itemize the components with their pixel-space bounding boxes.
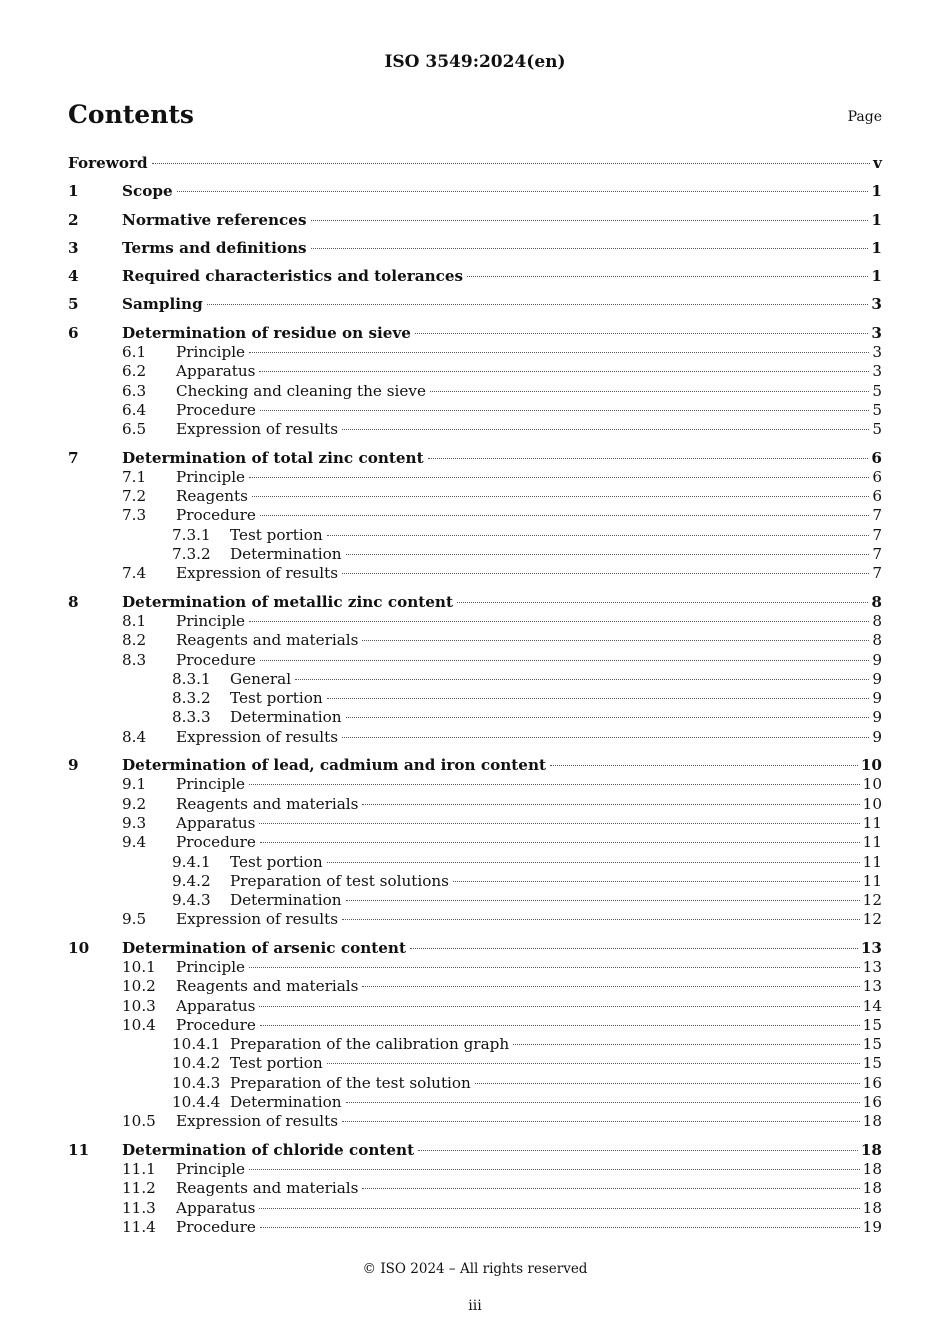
- toc-entry-title: Checking and cleaning the sieve: [176, 381, 426, 400]
- toc-entry-title: Apparatus: [176, 362, 256, 381]
- toc-entry-number: 6.5: [122, 420, 147, 439]
- toc-entry-page: 5: [872, 381, 882, 400]
- toc-entry-title: Apparatus: [176, 1198, 256, 1217]
- toc-entry[interactable]: [68, 958, 882, 977]
- table-of-contents: [68, 154, 882, 1237]
- toc-entry-title: Principle: [176, 957, 246, 976]
- toc-entry-number: 8.3.2: [172, 689, 211, 708]
- toc-entry-page: 1: [871, 267, 882, 286]
- toc-dot-leader: [260, 1227, 860, 1228]
- toc-entry-number: 7.2: [122, 487, 147, 506]
- toc-entry[interactable]: [68, 343, 882, 362]
- toc-entry-page: 9: [872, 669, 882, 688]
- toc-entry[interactable]: [68, 775, 882, 794]
- contents-title: Contents: [68, 100, 195, 129]
- toc-dot-leader: [295, 679, 869, 680]
- toc-dot-leader: [311, 248, 869, 249]
- toc-entry-title: Preparation of test solutions: [230, 871, 449, 890]
- toc-dot-leader: [362, 804, 859, 805]
- toc-entry-page: 16: [862, 1073, 882, 1092]
- toc-entry-number: 10.3: [122, 996, 156, 1015]
- toc-entry-number: 7.1: [122, 467, 147, 486]
- toc-entry[interactable]: [68, 182, 882, 201]
- toc-entry-number: 9.1: [122, 775, 147, 794]
- toc-entry[interactable]: [68, 295, 882, 314]
- toc-entry-page: 11: [862, 852, 882, 871]
- toc-entry[interactable]: [68, 1218, 882, 1237]
- toc-entry[interactable]: [68, 593, 882, 612]
- toc-dot-leader: [428, 458, 869, 459]
- toc-entry-title: Preparation of the test solution: [230, 1073, 471, 1092]
- toc-entry-title: Determination of residue on sieve: [122, 323, 411, 342]
- toc-entry-title: Expression of results: [176, 420, 338, 439]
- toc-entry-page: 7: [872, 506, 882, 525]
- toc-dot-leader: [362, 986, 859, 987]
- toc-entry-page: 3: [871, 295, 882, 314]
- toc-entry-number: 1: [68, 182, 79, 201]
- page-number: iii: [468, 1298, 482, 1314]
- toc-entry[interactable]: [68, 1112, 882, 1131]
- toc-entry-title: Procedure: [176, 1015, 256, 1034]
- toc-entry-title: Required characteristics and tolerances: [122, 267, 464, 286]
- toc-entry-title: Test portion: [230, 689, 323, 708]
- toc-entry[interactable]: [68, 506, 882, 525]
- toc-entry-page: 9: [872, 650, 882, 669]
- toc-entry-page: 18: [862, 1159, 882, 1178]
- toc-dot-leader: [430, 391, 869, 392]
- toc-entry-page: 11: [862, 833, 882, 852]
- toc-entry-title: Procedure: [176, 650, 256, 669]
- toc-entry[interactable]: [68, 1179, 882, 1198]
- toc-dot-leader: [259, 1006, 859, 1007]
- toc-entry-number: 6.2: [122, 362, 147, 381]
- toc-entry-page: 7: [872, 545, 882, 564]
- toc-entry-number: 10.5: [122, 1112, 156, 1131]
- toc-dot-leader: [342, 919, 860, 920]
- toc-entry-title: Expression of results: [176, 910, 338, 929]
- toc-entry[interactable]: [68, 1160, 882, 1179]
- document-header: ISO 3549:2024(en): [384, 52, 566, 72]
- toc-entry-number: 9.4.2: [172, 871, 211, 890]
- toc-entry-title: Preparation of the calibration graph: [230, 1035, 510, 1054]
- toc-entry[interactable]: [68, 795, 882, 814]
- toc-entry-page: 19: [862, 1217, 882, 1236]
- toc-entry[interactable]: [68, 939, 882, 958]
- toc-dot-leader: [467, 276, 868, 277]
- toc-entry-title: Expression of results: [176, 564, 338, 583]
- toc-dot-leader: [260, 1025, 860, 1026]
- toc-entry-page: 18: [862, 1198, 882, 1217]
- toc-entry-page: 8: [872, 611, 882, 630]
- toc-dot-leader: [249, 967, 860, 968]
- toc-entry-title: Principle: [176, 1159, 246, 1178]
- toc-entry-title: Principle: [176, 467, 246, 486]
- toc-entry[interactable]: [68, 1016, 882, 1035]
- toc-entry-page: 15: [862, 1015, 882, 1034]
- toc-entry-number: 9.4.1: [172, 852, 211, 871]
- toc-dot-leader: [346, 900, 860, 901]
- toc-dot-leader: [346, 554, 870, 555]
- copyright-footer: © ISO 2024 – All rights reserved: [362, 1261, 588, 1277]
- toc-entry-title: Sampling: [122, 295, 203, 314]
- toc-dot-leader: [311, 220, 869, 221]
- toc-entry[interactable]: [68, 239, 882, 258]
- toc-entry-title: Determination: [230, 1093, 342, 1112]
- toc-entry-number: 10.1: [122, 957, 156, 976]
- toc-entry-number: 8.3.1: [172, 669, 211, 688]
- toc-entry[interactable]: [68, 833, 882, 852]
- toc-entry-page: 8: [871, 592, 882, 611]
- toc-dot-leader: [418, 1150, 858, 1151]
- toc-dot-leader: [513, 1044, 860, 1045]
- toc-entry-number: 9.3: [122, 813, 147, 832]
- toc-entry-title: Expression of results: [176, 727, 338, 746]
- toc-dot-leader: [259, 823, 859, 824]
- toc-entry-page: 11: [862, 871, 882, 890]
- toc-entry-number: 11.1: [122, 1159, 156, 1178]
- toc-dot-leader: [346, 717, 870, 718]
- toc-entry-page: v: [873, 154, 882, 172]
- toc-entry[interactable]: [68, 382, 882, 401]
- toc-dot-leader: [327, 1063, 860, 1064]
- toc-entry-page: 3: [871, 323, 882, 342]
- toc-entry-title: Terms and definitions: [122, 238, 307, 257]
- toc-entry-number: 7: [68, 448, 79, 467]
- toc-dot-leader: [346, 1102, 860, 1103]
- toc-entry-number: 8.1: [122, 611, 147, 630]
- toc-dot-leader: [249, 621, 869, 622]
- toc-dot-leader: [410, 948, 858, 949]
- toc-entry-page: 7: [872, 564, 882, 583]
- toc-entry-number: 9.2: [122, 794, 147, 813]
- toc-entry[interactable]: [68, 977, 882, 996]
- toc-dot-leader: [260, 842, 860, 843]
- toc-entry[interactable]: [68, 689, 882, 708]
- toc-entry-title: Determination of metallic zinc content: [122, 592, 453, 611]
- toc-entry-number: 8.4: [122, 727, 147, 746]
- toc-entry-number: 9: [68, 756, 79, 775]
- toc-dot-leader: [260, 515, 869, 516]
- toc-dot-leader: [415, 333, 868, 334]
- toc-entry-number: 11.3: [122, 1198, 156, 1217]
- toc-entry-number: 8.2: [122, 631, 147, 650]
- toc-entry-title: Reagents and materials: [176, 1179, 359, 1198]
- toc-entry-number: 11: [68, 1140, 90, 1159]
- toc-entry[interactable]: [68, 612, 882, 631]
- toc-dot-leader: [362, 640, 869, 641]
- toc-entry[interactable]: [68, 814, 882, 833]
- toc-dot-leader: [327, 535, 870, 536]
- toc-entry-page: 15: [862, 1035, 882, 1054]
- toc-dot-leader: [152, 163, 871, 164]
- toc-entry-title: Determination: [230, 891, 342, 910]
- toc-entry[interactable]: [68, 526, 882, 545]
- toc-dot-leader: [342, 1121, 860, 1122]
- toc-entry[interactable]: [68, 468, 882, 487]
- toc-entry[interactable]: [68, 1054, 882, 1073]
- toc-entry-page: 10: [862, 775, 882, 794]
- toc-entry-number: 9.5: [122, 910, 147, 929]
- toc-entry-title: Normative references: [122, 210, 307, 229]
- toc-entry-number: 10: [68, 938, 90, 957]
- toc-entry-number: 7.4: [122, 564, 147, 583]
- toc-entry-title: Test portion: [230, 852, 323, 871]
- toc-dot-leader: [177, 191, 869, 192]
- toc-entry[interactable]: [68, 631, 882, 650]
- toc-dot-leader: [475, 1083, 860, 1084]
- toc-entry[interactable]: [68, 853, 882, 872]
- toc-entry-title: Test portion: [230, 1054, 323, 1073]
- toc-entry-number: 8: [68, 592, 79, 611]
- toc-entry[interactable]: [68, 910, 882, 929]
- toc-entry-title: Principle: [176, 611, 246, 630]
- toc-entry[interactable]: [68, 564, 882, 583]
- toc-entry-number: 9.4: [122, 833, 147, 852]
- toc-entry-number: 7.3.2: [172, 545, 211, 564]
- toc-dot-leader: [342, 429, 869, 430]
- toc-entry-page: 3: [872, 362, 882, 381]
- toc-entry-page: 6: [872, 487, 882, 506]
- toc-entry-number: 6.4: [122, 400, 147, 419]
- toc-entry-title: General: [230, 669, 292, 688]
- toc-entry-number: 11.4: [122, 1217, 156, 1236]
- toc-entry-title: Reagents: [176, 487, 248, 506]
- toc-entry-page: 1: [871, 238, 882, 257]
- toc-entry-title: Reagents and materials: [176, 631, 359, 650]
- toc-dot-leader: [252, 496, 869, 497]
- toc-entry-title: Determination of arsenic content: [122, 938, 406, 957]
- toc-entry-number: 2: [68, 210, 79, 229]
- toc-entry-title: Expression of results: [176, 1112, 338, 1131]
- toc-entry[interactable]: [68, 487, 882, 506]
- toc-entry[interactable]: [68, 1035, 882, 1054]
- toc-entry-page: 10: [862, 794, 882, 813]
- toc-entry-title: Foreword: [68, 154, 148, 172]
- toc-dot-leader: [342, 573, 869, 574]
- toc-entry-page: 1: [871, 210, 882, 229]
- toc-entry[interactable]: [68, 362, 882, 381]
- toc-entry-page: 9: [872, 708, 882, 727]
- toc-dot-leader: [453, 881, 860, 882]
- toc-entry-title: Determination of chloride content: [122, 1140, 415, 1159]
- toc-entry-page: 13: [860, 938, 882, 957]
- toc-entry[interactable]: [68, 872, 882, 891]
- toc-entry-page: 18: [862, 1112, 882, 1131]
- toc-entry-page: 5: [872, 420, 882, 439]
- toc-dot-leader: [260, 660, 869, 661]
- toc-dot-leader: [249, 477, 869, 478]
- toc-entry-page: 1: [871, 182, 882, 201]
- toc-dot-leader: [327, 698, 870, 699]
- toc-entry-title: Procedure: [176, 1217, 256, 1236]
- toc-entry-number: 10.4.1: [172, 1035, 221, 1054]
- toc-entry[interactable]: [68, 1074, 882, 1093]
- toc-dot-leader: [362, 1188, 859, 1189]
- toc-entry-title: Procedure: [176, 833, 256, 852]
- toc-entry-title: Apparatus: [176, 996, 256, 1015]
- toc-entry-page: 13: [862, 977, 882, 996]
- toc-dot-leader: [457, 602, 868, 603]
- toc-entry[interactable]: [68, 891, 882, 910]
- toc-entry[interactable]: [68, 324, 882, 343]
- toc-dot-leader: [249, 1169, 860, 1170]
- toc-entry-number: 11.2: [122, 1179, 156, 1198]
- toc-entry-number: 3: [68, 238, 79, 257]
- toc-entry[interactable]: [68, 1141, 882, 1160]
- toc-entry-number: 7.3.1: [172, 525, 211, 544]
- toc-entry-title: Procedure: [176, 400, 256, 419]
- toc-entry-title: Apparatus: [176, 813, 256, 832]
- toc-entry-title: Principle: [176, 343, 246, 362]
- toc-entry-title: Reagents and materials: [176, 794, 359, 813]
- toc-entry-title: Determination: [230, 708, 342, 727]
- toc-entry-number: 6.1: [122, 343, 147, 362]
- toc-entry-number: 6.3: [122, 381, 147, 400]
- toc-entry-page: 11: [862, 813, 882, 832]
- toc-dot-leader: [249, 784, 860, 785]
- toc-entry[interactable]: [68, 1093, 882, 1112]
- toc-entry-number: 8.3: [122, 650, 147, 669]
- toc-entry-title: Determination of total zinc content: [122, 448, 424, 467]
- toc-entry[interactable]: [68, 728, 882, 747]
- toc-entry-page: 13: [862, 957, 882, 976]
- toc-entry-page: 18: [862, 1179, 882, 1198]
- toc-entry-page: 9: [872, 727, 882, 746]
- toc-dot-leader: [327, 862, 860, 863]
- toc-entry[interactable]: [68, 154, 882, 173]
- toc-entry-title: Procedure: [176, 506, 256, 525]
- toc-entry[interactable]: [68, 211, 882, 230]
- toc-entry[interactable]: [68, 651, 882, 670]
- toc-entry[interactable]: [68, 708, 882, 727]
- toc-dot-leader: [342, 737, 869, 738]
- toc-dot-leader: [259, 1208, 859, 1209]
- toc-entry-page: 12: [862, 910, 882, 929]
- toc-entry-title: Determination of lead, cadmium and iron content: [122, 756, 547, 775]
- toc-entry[interactable]: [68, 449, 882, 468]
- toc-entry-number: 10.4.4: [172, 1093, 221, 1112]
- toc-entry-number: 10.4.2: [172, 1054, 221, 1073]
- toc-entry-number: 6: [68, 323, 79, 342]
- toc-entry[interactable]: [68, 401, 882, 420]
- toc-entry-title: Reagents and materials: [176, 977, 359, 996]
- toc-entry[interactable]: [68, 756, 882, 775]
- toc-entry-page: 5: [872, 400, 882, 419]
- toc-entry[interactable]: [68, 997, 882, 1016]
- toc-entry[interactable]: [68, 545, 882, 564]
- toc-entry[interactable]: [68, 1199, 882, 1218]
- toc-entry-number: 8.3.3: [172, 708, 211, 727]
- toc-entry-page: 15: [862, 1054, 882, 1073]
- toc-dot-leader: [259, 371, 869, 372]
- toc-entry-number: 10.4.3: [172, 1073, 221, 1092]
- toc-entry-page: 3: [872, 343, 882, 362]
- toc-entry-page: 14: [862, 996, 882, 1015]
- toc-dot-leader: [260, 410, 869, 411]
- toc-entry-number: 10.4: [122, 1015, 156, 1034]
- toc-entry-title: Scope: [122, 182, 173, 201]
- toc-entry-number: 4: [68, 267, 79, 286]
- toc-entry[interactable]: [68, 420, 882, 439]
- toc-entry[interactable]: [68, 670, 882, 689]
- toc-entry-title: Test portion: [230, 525, 323, 544]
- toc-dot-leader: [207, 304, 869, 305]
- page-column-label: Page: [847, 109, 882, 125]
- toc-entry-page: 9: [872, 689, 882, 708]
- toc-entry-page: 7: [872, 525, 882, 544]
- toc-entry-number: 9.4.3: [172, 891, 211, 910]
- toc-entry-page: 18: [860, 1140, 882, 1159]
- toc-dot-leader: [249, 352, 869, 353]
- toc-entry[interactable]: [68, 267, 882, 286]
- toc-dot-leader: [550, 765, 858, 766]
- toc-entry-page: 16: [862, 1093, 882, 1112]
- toc-entry-number: 7.3: [122, 506, 147, 525]
- toc-entry-page: 10: [860, 756, 882, 775]
- toc-entry-page: 8: [872, 631, 882, 650]
- toc-entry-title: Principle: [176, 775, 246, 794]
- toc-entry-page: 6: [871, 448, 882, 467]
- toc-entry-number: 5: [68, 295, 79, 314]
- toc-entry-title: Determination: [230, 545, 342, 564]
- toc-entry-page: 12: [862, 891, 882, 910]
- toc-entry-page: 6: [872, 467, 882, 486]
- toc-entry-number: 10.2: [122, 977, 156, 996]
